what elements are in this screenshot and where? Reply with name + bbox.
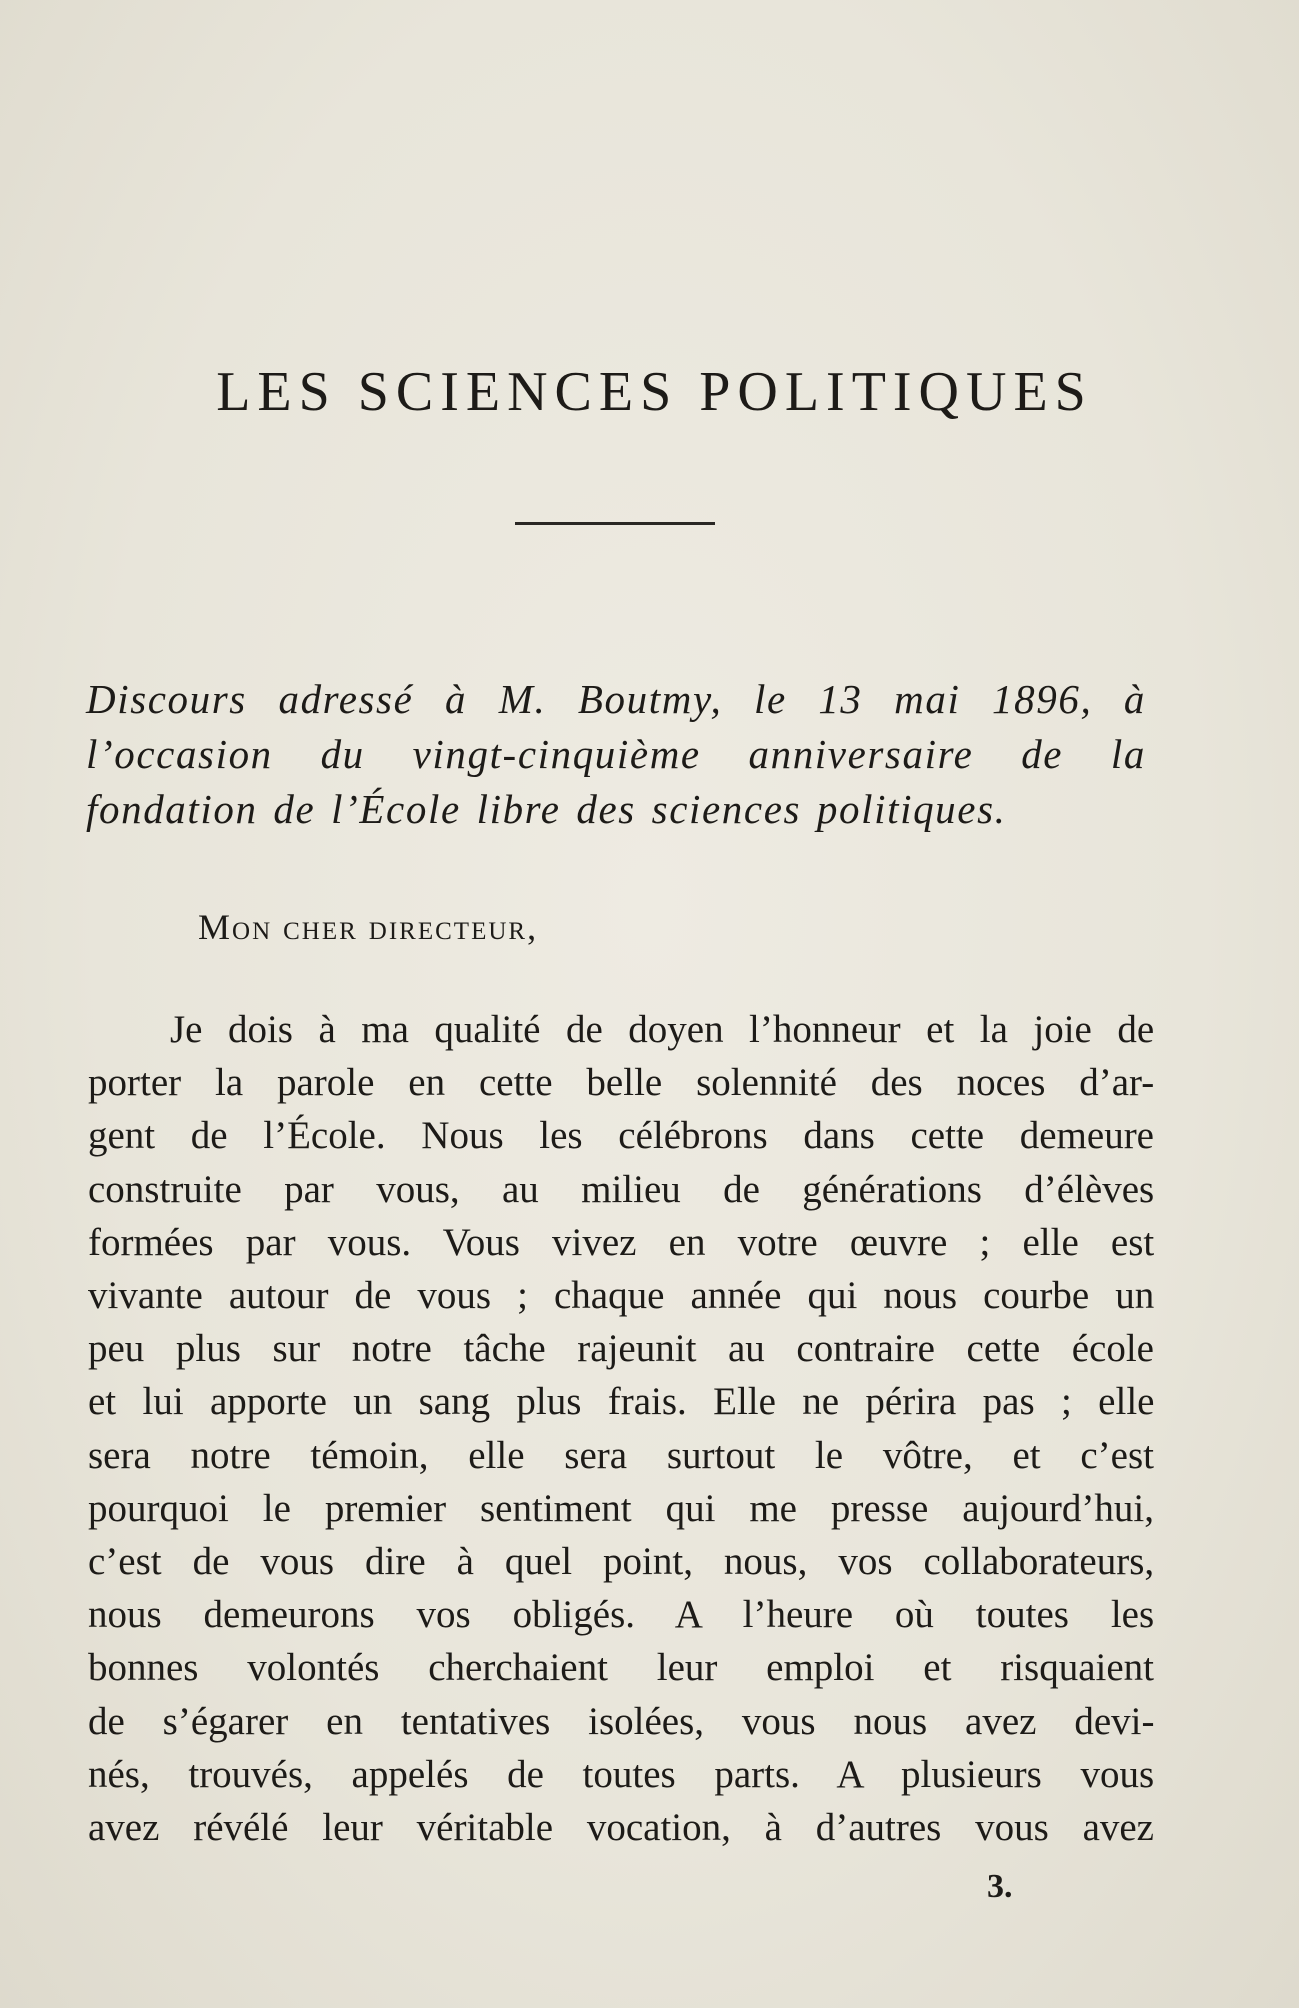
- salutation: Mon cher directeur,: [198, 907, 539, 947]
- body-line: sera notre témoin, elle sera surtout le vôtre, et c’est: [88, 1433, 1154, 1477]
- body-line: bonnes volontés cherchaient leur emploi et risquaient: [88, 1646, 1154, 1690]
- body-line: vivante autour de vous ; chaque année qui nous courbe un: [88, 1274, 1155, 1318]
- page-title: LES SCIENCES POLITIQUES: [216, 361, 1093, 423]
- body-line: Je dois à ma qualité de doyen l’honneur et la joie de: [170, 1008, 1155, 1051]
- page-number: 3.: [987, 1868, 1013, 1905]
- body-line: c’est de vous dire à quel point, nous, vos collaborateurs,: [88, 1540, 1155, 1584]
- body-line: construite par vous, au milieu de générations d’élèves: [88, 1167, 1155, 1211]
- body-text: [88, 1003, 1154, 1854]
- body-line: peu plus sur notre tâche rajeunit au contraire cette école: [88, 1327, 1154, 1371]
- subtitle: Discours adressé à M. Boutmy, le 13 mai 1896, à l’occasion du vingt-cinquième anniversaire de la fondation de l’École libre des sciences politiques.: [86, 676, 1146, 832]
- body-line: pourquoi le premier sentiment qui me presse aujourd’hui,: [88, 1486, 1154, 1530]
- body-line: de s’égarer en tentatives isolées, vous nous avez devi-: [88, 1699, 1155, 1743]
- body-line: porter la parole en cette belle solennité des noces d’ar-: [88, 1061, 1155, 1105]
- body-line: nous demeurons vos obligés. A l’heure où toutes les: [88, 1593, 1155, 1637]
- body-line: gent de l’École. Nous les célébrons dans cette demeure: [88, 1114, 1154, 1158]
- body-line: formées par vous. Vous vivez en votre œuvre ; elle est: [88, 1220, 1155, 1264]
- body-line: nés, trouvés, appelés de toutes parts. A plusieurs vous: [88, 1752, 1155, 1796]
- body-line: avez révélé leur véritable vocation, à d’autres vous avez: [88, 1806, 1154, 1850]
- title-divider: [515, 522, 715, 525]
- body-line: et lui apporte un sang plus frais. Elle ne périra pas ; elle: [88, 1380, 1155, 1424]
